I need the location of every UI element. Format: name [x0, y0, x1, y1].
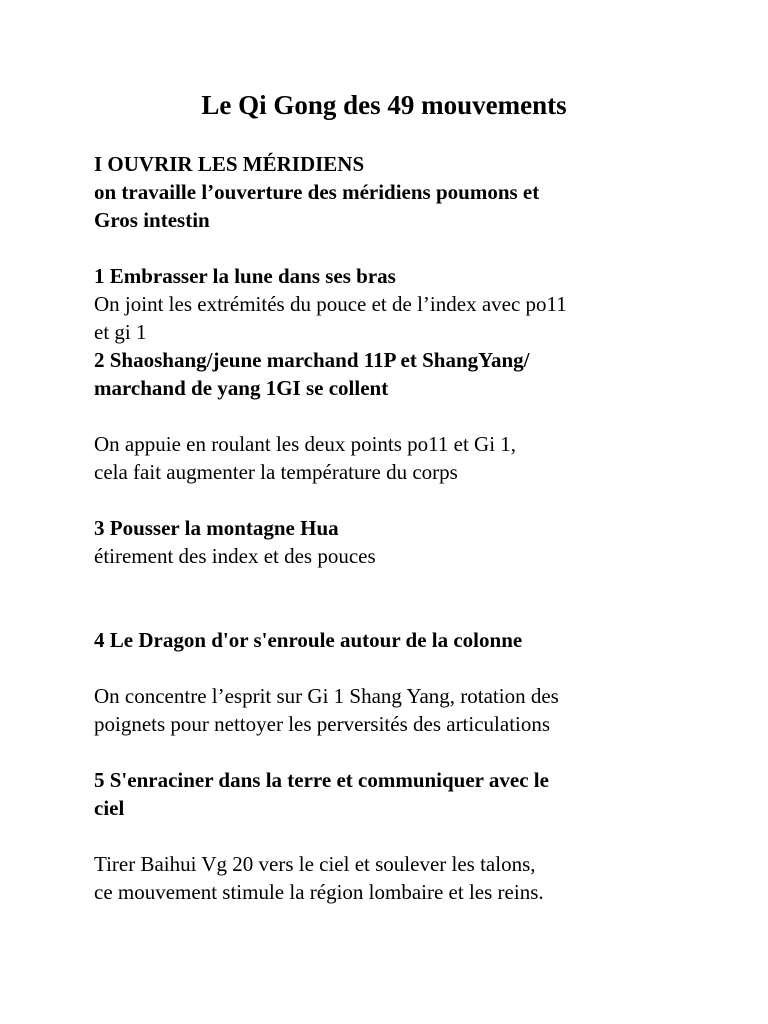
movement-5-heading: ciel [94, 796, 125, 820]
section-intro-line: Gros intestin [94, 208, 210, 232]
movement-4-text: poignets pour nettoyer les perversités des articulations [94, 712, 551, 736]
movement-3-heading: 3 Pousser la montagne Hua [94, 516, 339, 540]
movement-5-text: ce mouvement stimule la région lombaire et les reins. [94, 880, 544, 904]
section-intro-line: on travaille l’ouverture des méridiens poumons et [94, 180, 540, 204]
movement-4-text: On concentre l’esprit sur Gi 1 Shang Yang, rotation des [94, 684, 559, 708]
movement-1-text: On joint les extrémités du pouce et de l’index avec po11 [94, 292, 567, 316]
spacer [94, 738, 714, 766]
movement-2-heading: marchand de yang 1GI se collent [94, 376, 389, 400]
movement-2-heading: 2 Shaoshang/jeune marchand 11P et ShangYang/ [94, 348, 530, 372]
movement-5-text: Tirer Baihui Vg 20 vers le ciel et soulever les talons, [94, 852, 536, 876]
movement-1-text: et gi 1 [94, 320, 147, 344]
spacer [94, 822, 714, 850]
spacer [94, 654, 714, 682]
spacer [94, 486, 714, 514]
movement-1-heading: 1 Embrasser la lune dans ses bras [94, 264, 396, 288]
movement-2-text: cela fait augmenter la température du corps [94, 460, 458, 484]
section-heading: I OUVRIR LES MÉRIDIENS [94, 152, 365, 176]
document-body [94, 150, 714, 906]
movement-5-heading: 5 S'enraciner dans la terre et communiquer avec le [94, 768, 549, 792]
movement-2-text: On appuie en roulant les deux points po11 et Gi 1, [94, 432, 517, 456]
document-title: Le Qi Gong des 49 mouvements [201, 90, 567, 120]
spacer [94, 234, 714, 262]
spacer [94, 570, 714, 626]
spacer [94, 402, 714, 430]
movement-4-heading: 4 Le Dragon d'or s'enroule autour de la colonne [94, 628, 523, 652]
movement-3-text: étirement des index et des pouces [94, 544, 376, 568]
